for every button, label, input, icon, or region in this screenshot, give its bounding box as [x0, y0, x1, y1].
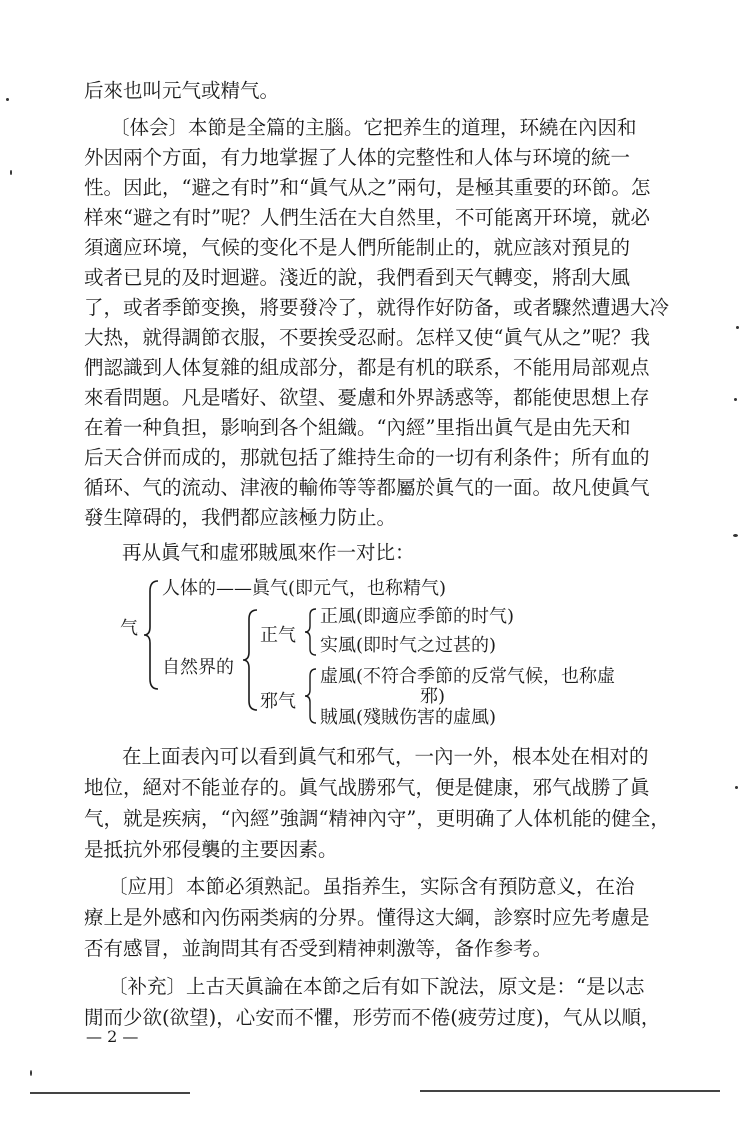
text-line: 大热，就得調節衣服，不要挨受忍耐。怎样又使“眞气从之”呢？我: [84, 326, 650, 349]
text-line: 須適应环境，气候的变化不是人們所能制止的，就应該对預見的: [84, 236, 631, 259]
text-line: 后來也叫元气或精气。: [84, 79, 280, 102]
text-line: 性。因此，“避之有时”和“眞气从之”兩句，是極其重要的环節。怎: [84, 176, 651, 199]
scan-speck: [6, 98, 9, 101]
scan-speck: [10, 170, 12, 175]
text-line: 在上面表內可以看到眞气和邪气，一內一外，根本处在相对的: [122, 745, 649, 768]
zeifeng-label: 賊風(殘賊伤害的虛風): [320, 707, 497, 728]
text-line: 〔应用〕本節必須熟記。虽指养生，实际含有預防意义，在治: [108, 875, 635, 898]
text-line: 是抵抗外邪侵襲的主要因素。: [84, 838, 338, 861]
nature-label: 自然界的: [162, 657, 234, 678]
text-line: 样來“避之有时”呢？人們生活在大自然里，不可能离开环境，就必: [84, 206, 650, 229]
text-line: 再从眞气和虛邪賊風來作一对比：: [122, 541, 415, 564]
text-line: 了，或者季節变換，將要發冷了，就得作好防备，或者驟然遭遇大冷: [84, 296, 670, 319]
xufeng-continuation: 邪): [420, 686, 446, 707]
zhengfeng-label: 正風(即適应季節的时气): [320, 606, 515, 627]
scan-speck: [736, 326, 739, 329]
xieqi-label: 邪气: [260, 691, 296, 712]
scan-speck: [735, 786, 738, 789]
text-line: 療上是外感和內伤兩类病的分界。懂得这大綱，診察时应先考慮是: [84, 906, 650, 929]
diagram-root-label: 气: [120, 618, 138, 639]
text-line: 循环、气的流动、津液的輸佈等等都屬於眞气的一面。故凡使眞气: [84, 476, 650, 499]
text-line: 們認識到人体复雜的組成部分，都是有机的联系，不能用局部观点: [84, 356, 650, 379]
scan-edge-line: [420, 1090, 720, 1092]
text-line: 閒而少欲(欲望)，心安而不懼，形劳而不倦(疲劳过度)，气从以順，: [84, 1006, 661, 1029]
text-line: 地位，絕对不能並存的。眞气战勝邪气，便是健康，邪气战勝了眞: [84, 776, 650, 799]
text-line: 或者已見的及时迴避。淺近的說，我們看到天气轉变，將刮大風: [84, 266, 631, 289]
text-line: 發生障碍的，我們都应該極力防止。: [84, 506, 397, 529]
zhengqi-label: 正气: [260, 625, 296, 646]
nature-brace: [240, 606, 262, 714]
root-brace: [140, 577, 164, 693]
scan-speck: [733, 534, 738, 537]
text-line: 〔补充〕上古天眞論在本節之后有如下說法，原文是：“是以志: [108, 975, 645, 998]
text-line: 后天合併而成的，那就包括了維持生命的一切有利条件；所有血的: [84, 446, 650, 469]
text-line: 來看問題。凡是嗜好、欲望、憂慮和外界誘惑等，都能使思想上存: [84, 386, 650, 409]
scan-edge-line: [30, 1092, 190, 1094]
xieqi-brace: [302, 666, 320, 726]
xufeng-label: 虛風(不符合季節的反常气候，也称虛: [320, 666, 616, 687]
text-line: 气，就是疾病，“內經”強調“精神內守”，更明确了人体机能的健全，: [84, 807, 670, 830]
text-line: 否有感冒，並詢問其有否受到精神刺激等，备作参考。: [84, 937, 553, 960]
scan-speck: [30, 1070, 32, 1076]
shifeng-label: 实風(即时气之过甚的): [320, 635, 497, 656]
text-line: 在着一种負担，影响到各个組織。“內經”里指出眞气是由先天和: [84, 416, 631, 439]
text-line: 外因兩个方面，有力地掌握了人体的完整性和人体与环境的統一: [84, 146, 631, 169]
scan-speck: [734, 398, 737, 401]
text-line: 〔体会〕本節是全篇的主腦。它把养生的道理，环繞在內因和: [110, 116, 637, 139]
human-qi-label: 人体的——眞气(即元气，也称精气): [162, 578, 447, 599]
page-number: — 2 —: [86, 1027, 139, 1046]
zhengqi-brace: [302, 606, 320, 658]
